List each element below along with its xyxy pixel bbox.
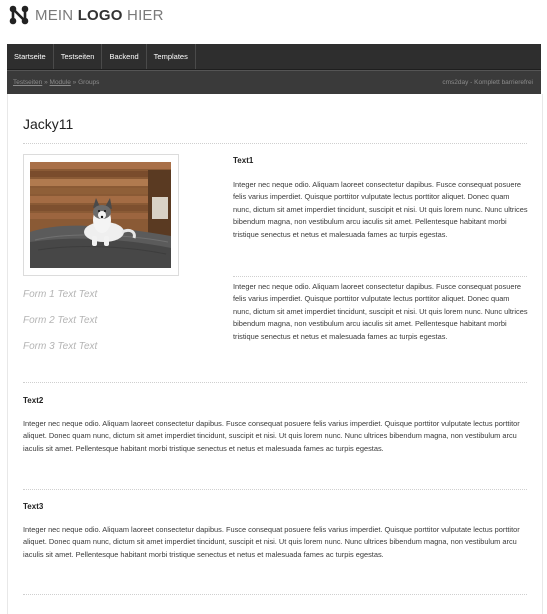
- divider: [23, 382, 527, 383]
- breadcrumb-item-testseiten[interactable]: Testseiten: [13, 79, 43, 86]
- header-bars: [7, 44, 541, 95]
- text1-paragraph-1: Integer nec neque odio. Aliquam laoreet consectetur dapibus. Fusce consequat posuere felis varius imperdiet. Quisque porttitor vulputate lectus porttitor aliquet. Donec quam nunc, dictum sit amet imperdiet tincidunt, suscipit et nisi. Ut quis lorem nunc. Nunc ultrices bibendum magna, non vestibulum arcu iaculis sit amet. Pellentesque habitant morbi tristique senectus et netus et malesuada fames ac turpis egestas.: [233, 180, 528, 239]
- nav-item-testseiten[interactable]: Testseiten: [54, 44, 103, 69]
- breadcrumb-separator: »: [72, 79, 77, 86]
- tagline: cms2day - Komplett barrierefrei: [442, 79, 533, 86]
- main-content: [7, 94, 543, 614]
- text3-paragraph: Integer nec neque odio. Aliquam laoreet consectetur dapibus. Fusce consequat posuere felis varius imperdiet. Quisque porttitor vulputate lectus porttitor aliquet. Donec quam nunc, dictum sit amet imperdiet tincidunt, suscipit et nisi. Ut quis lorem nunc. Nunc ultrices bibendum magna, non vestibulum arcu iaculis sit amet. Pellentesque habitant morbi tristique senectus et netus et malesuada fames ac turpis egestas.: [23, 525, 520, 559]
- dog-photo: [30, 162, 171, 268]
- text3-heading: Text3: [23, 502, 44, 511]
- logo-bold: LOGO: [77, 6, 123, 24]
- nodes-logo-icon: [9, 5, 29, 25]
- image-frame: [23, 154, 179, 276]
- nav-item-backend[interactable]: Backend: [102, 44, 146, 69]
- logo-prefix: MEIN: [35, 6, 74, 24]
- divider: [23, 489, 527, 490]
- site-logo[interactable]: [9, 4, 164, 26]
- divider: [23, 594, 527, 595]
- divider: [23, 143, 527, 144]
- text1-paragraph-2: Integer nec neque odio. Aliquam laoreet consectetur dapibus. Fusce consequat posuere felis varius imperdiet. Quisque porttitor vulputate lectus porttitor aliquet. Donec quam nunc, dictum sit amet imperdiet tincidunt, suscipit et nisi. Ut quis lorem nunc. Nunc ultrices bibendum magna, non vestibulum arcu iaculis sit amet. Pellentesque habitant morbi tristique senectus et netus et malesuada fames ac turpis egestas.: [233, 282, 528, 341]
- breadcrumb-item-module[interactable]: Module: [49, 79, 71, 86]
- main-nav: [7, 44, 541, 70]
- text1-heading: Text1: [233, 156, 254, 165]
- page-title: Jacky11: [23, 116, 74, 132]
- logo-text: [35, 7, 164, 24]
- text2-heading: Text2: [23, 396, 44, 405]
- breadcrumb-bar: [7, 70, 541, 95]
- form-text-3: Form 3 Text Text: [23, 341, 98, 352]
- logo-suffix: HIER: [127, 6, 164, 24]
- breadcrumb-item-groups: Groups: [78, 79, 100, 86]
- breadcrumb: [13, 79, 99, 86]
- nav-item-startseite[interactable]: Startseite: [7, 44, 54, 69]
- divider: [233, 276, 527, 277]
- form-text-1: Form 1 Text Text: [23, 289, 98, 300]
- nav-item-templates[interactable]: Templates: [147, 44, 196, 69]
- form-text-2: Form 2 Text Text: [23, 315, 98, 326]
- breadcrumb-separator: »: [44, 79, 48, 86]
- text2-paragraph: Integer nec neque odio. Aliquam laoreet consectetur dapibus. Fusce consequat posuere felis varius imperdiet. Quisque porttitor vulputate lectus porttitor aliquet. Donec quam nunc, dictum sit amet imperdiet tincidunt, suscipit et nisi. Ut quis lorem nunc. Nunc ultrices bibendum magna, non vestibulum arcu iaculis sit amet. Pellentesque habitant morbi tristique senectus et netus et malesuada fames ac turpis egestas.: [23, 419, 520, 453]
